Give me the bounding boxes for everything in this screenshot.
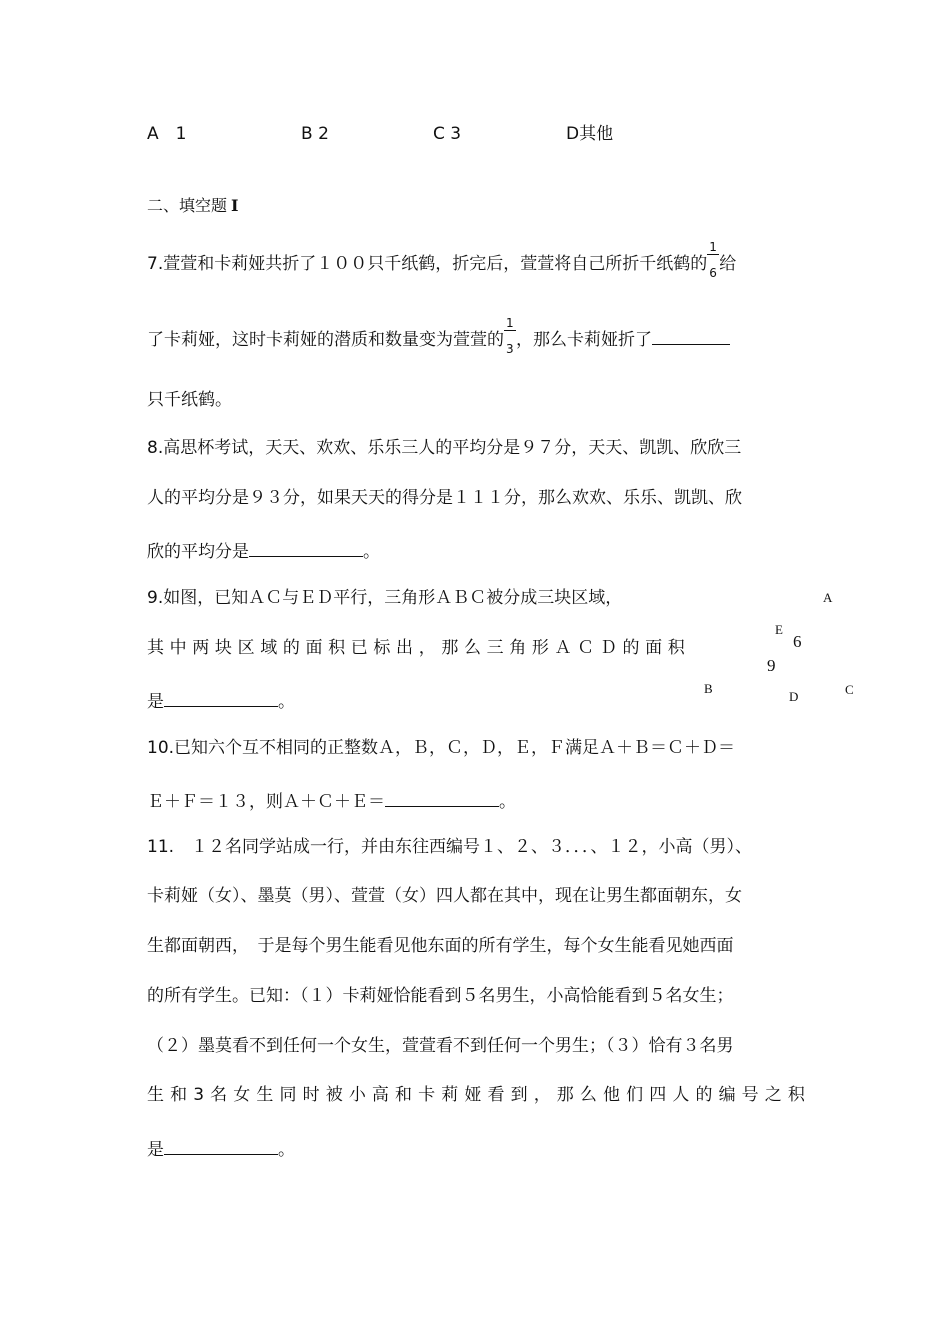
q7-fraction-1 <box>707 240 719 280</box>
q7-line-2-post: ，那么卡莉娅折了 <box>516 330 652 350</box>
justified-char: ， <box>533 1085 551 1105</box>
figure-area-nine: 9 <box>767 656 776 675</box>
q11-line-4: 的所有学生。已知：（１）卡莉娅恰能看到５名男生，小高恰能看到５名女生； <box>147 986 734 1006</box>
q10-line-2-pre: Ｅ＋Ｆ＝１３，则Ａ＋Ｃ＋Ｅ＝ <box>147 792 385 812</box>
justified-char: 面 <box>645 638 663 658</box>
justified-char: 那 <box>441 638 459 658</box>
choice-c: C 3 <box>433 124 462 144</box>
justified-char: 域 <box>260 638 278 658</box>
q10-line-2 <box>147 790 516 811</box>
q7-line-1 <box>147 240 737 280</box>
q9-line-3-post: 。 <box>278 692 295 712</box>
justified-char: 编 <box>718 1085 736 1105</box>
justified-char: 被 <box>325 1085 343 1105</box>
q10-line-2-post: 。 <box>499 792 516 812</box>
figure-area-six: 6 <box>793 632 802 651</box>
q11-line-6 <box>147 1087 805 1104</box>
justified-char: 他 <box>603 1085 621 1105</box>
justified-char: Ｃ <box>577 638 595 658</box>
q11-line-7 <box>147 1138 295 1159</box>
q7-fraction-1-num: 1 <box>709 240 717 254</box>
justified-char: 形 <box>531 638 549 658</box>
choice-b: B 2 <box>301 124 329 144</box>
justified-char: 的 <box>622 638 640 658</box>
justified-char: 中 <box>169 638 187 658</box>
q7-answer-blank[interactable] <box>652 328 730 345</box>
q9-line-3 <box>147 690 295 711</box>
q7-fraction-2-num: 1 <box>506 316 514 330</box>
justified-char: 小 <box>348 1085 366 1105</box>
justified-char: 积 <box>667 638 685 658</box>
fraction-bar <box>707 254 719 255</box>
q8-line-3-post: 。 <box>363 542 380 562</box>
justified-char: 娅 <box>464 1085 482 1105</box>
justified-char: 两 <box>192 638 210 658</box>
figure-label-c: C <box>845 682 854 697</box>
q9-line-2 <box>147 640 685 657</box>
q8-line-3 <box>147 540 380 561</box>
q7-fraction-1-den: 6 <box>709 266 717 280</box>
q11-line-3: 生都面朝西， 于是每个男生能看见他东面的所有学生，每个女生能看见她西面 <box>147 936 734 956</box>
justified-char: 人 <box>672 1085 690 1105</box>
q9-line-1: 9.如图，已知ＡＣ与ＥＤ平行，三角形ＡＢＣ被分成三块区域， <box>147 588 623 608</box>
q9-answer-blank[interactable] <box>164 690 278 707</box>
justified-char: 3 <box>193 1085 205 1105</box>
justified-char: 的 <box>282 638 300 658</box>
q11-answer-blank[interactable] <box>164 1138 278 1155</box>
q7-line-1-post: 给 <box>719 254 737 274</box>
justified-char: 生 <box>147 1085 164 1105</box>
justified-char: ， <box>418 638 436 658</box>
justified-char: 女 <box>233 1085 251 1105</box>
q7-fraction-2 <box>504 316 516 356</box>
justified-char: 时 <box>302 1085 320 1105</box>
justified-char: 和 <box>170 1085 188 1105</box>
justified-char: 到 <box>510 1085 528 1105</box>
justified-char: 角 <box>509 638 527 658</box>
justified-char: 积 <box>328 638 346 658</box>
justified-char: 卡 <box>418 1085 436 1105</box>
q7-line-1-pre: 7.萱萱和卡莉娅共折了１００只千纸鹤，折完后，萱萱将自己所折千纸鹤的 <box>147 254 708 274</box>
justified-char: 么 <box>463 638 481 658</box>
justified-char: 已 <box>350 638 368 658</box>
choice-a: A 1 <box>147 124 187 144</box>
section-title <box>147 198 239 214</box>
q7-line-2 <box>147 316 730 356</box>
figure-label-b: B <box>704 681 713 696</box>
justified-char: 高 <box>371 1085 389 1105</box>
justified-char: 看 <box>487 1085 505 1105</box>
q8-line-1: 8.高思杯考试，天天、欢欢、乐乐三人的平均分是９７分，天天、凯凯、欣欣三 <box>147 438 742 458</box>
q7-line-3: 只千纸鹤。 <box>147 390 232 410</box>
q11-line-2: 卡莉娅（女）、墨莫（男）、萱萱（女）四人都在其中，现在让男生都面朝东，女 <box>147 886 742 906</box>
justified-char: 们 <box>626 1085 644 1105</box>
choice-d: D其他 <box>566 124 614 144</box>
justified-char: 区 <box>237 638 255 658</box>
q11-line-1: 11. １２名同学站成一行，并由东往西编号１、２、３．．．、１２，小高（男）、 <box>147 837 753 857</box>
justified-char: 出 <box>396 638 414 658</box>
justified-char: 面 <box>305 638 323 658</box>
figure-label-e: E <box>775 622 783 637</box>
justified-char: 之 <box>764 1085 782 1105</box>
figure-label-d: D <box>789 689 799 704</box>
q10-answer-blank[interactable] <box>385 790 499 807</box>
justified-char: Ｄ <box>599 638 617 658</box>
justified-char: 的 <box>695 1085 713 1105</box>
justified-char: 其 <box>147 638 164 658</box>
section-mark: I <box>231 196 239 215</box>
justified-char: 莉 <box>441 1085 459 1105</box>
justified-char: 名 <box>210 1085 228 1105</box>
q10-line-1: 10.已知六个互不相同的正整数Ａ，Ｂ，Ｃ，Ｄ，Ｅ，Ｆ满足Ａ＋Ｂ＝Ｃ＋Ｄ＝ <box>147 738 736 758</box>
q7-line-2-pre: 了卡莉娅，这时卡莉娅的潜质和数量变为萱萱的 <box>147 330 504 350</box>
justified-char: 标 <box>373 638 391 658</box>
q8-answer-blank[interactable] <box>249 540 363 557</box>
q11-line-5: （２）墨莫看不到任何一个女生，萱萱看不到任何一个男生；（３）恰有３名男 <box>147 1036 734 1056</box>
justified-char: 么 <box>579 1085 597 1105</box>
justified-char: 同 <box>279 1085 297 1105</box>
figure-label-a: A <box>823 590 833 605</box>
justified-char: 那 <box>556 1085 574 1105</box>
justified-char: 三 <box>486 638 504 658</box>
q9-line-3-pre: 是 <box>147 692 164 712</box>
q8-line-3-pre: 欣的平均分是 <box>147 542 249 562</box>
q8-line-2: 人的平均分是９３分，如果天天的得分是１１１分，那么欢欢、乐乐、凯凯、欣 <box>147 488 742 508</box>
justified-char: 块 <box>214 638 232 658</box>
fraction-bar <box>504 330 516 331</box>
justified-char: 四 <box>649 1085 667 1105</box>
q11-line-7-pre: 是 <box>147 1140 164 1160</box>
section-title-text: 二、填空题 <box>147 196 228 215</box>
justified-char: Ａ <box>554 638 572 658</box>
justified-char: 积 <box>787 1085 805 1105</box>
q11-line-7-post: 。 <box>278 1140 295 1160</box>
justified-char: 和 <box>395 1085 413 1105</box>
justified-char: 生 <box>256 1085 274 1105</box>
justified-char: 号 <box>741 1085 759 1105</box>
q7-fraction-2-den: 3 <box>506 342 514 356</box>
